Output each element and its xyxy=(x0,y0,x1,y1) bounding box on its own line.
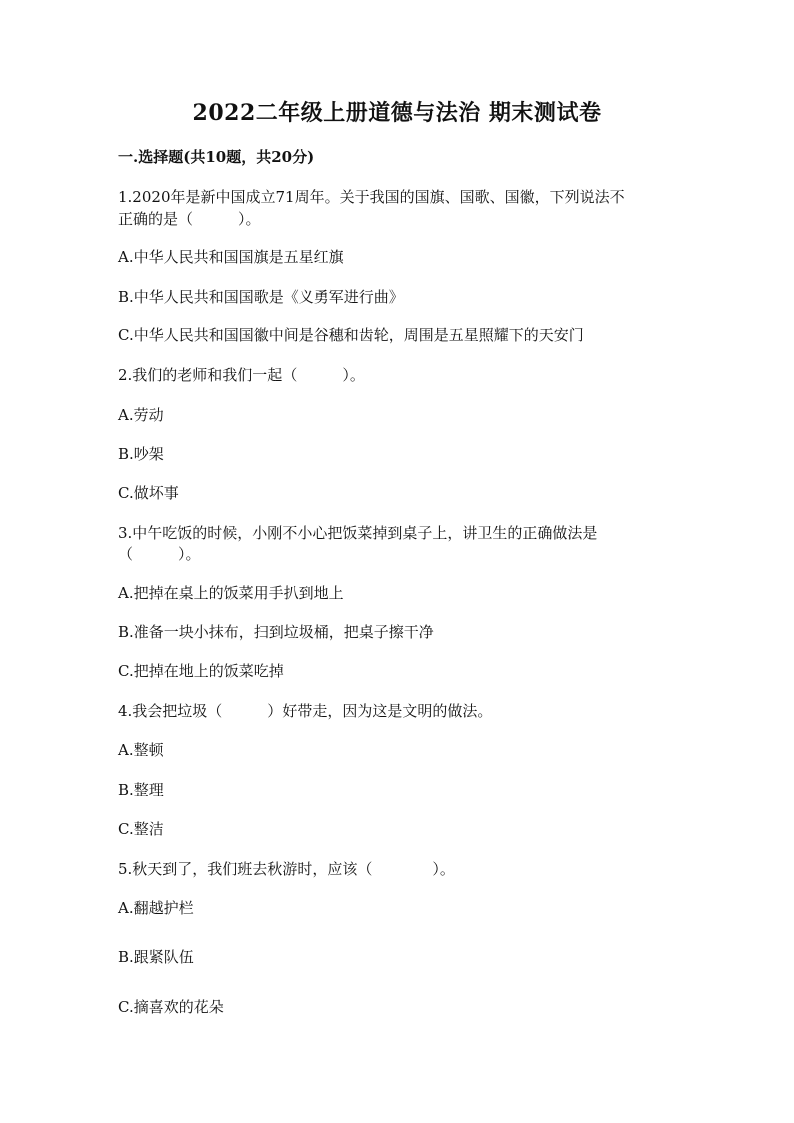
question-3-option-c: C.把掉在地上的饭菜吃掉 xyxy=(118,662,284,680)
question-5-option-a: A.翻越护栏 xyxy=(118,899,194,917)
question-2-option-c: C.做坏事 xyxy=(118,484,179,502)
question-4-option-b: B.整理 xyxy=(118,781,164,799)
question-1-stem: 1.2020年是新中国成立71周年。关于我国的国旗、国歌、国徽，下列说法不 xyxy=(118,188,625,206)
question-1-option-a: A.中华人民共和国国旗是五星红旗 xyxy=(118,248,344,266)
question-2-stem: 2.我们的老师和我们一起（ ）。 xyxy=(118,366,365,384)
page-title: 2022二年级上册道德与法治 期末测试卷 xyxy=(192,100,602,126)
question-2-option-b: B.吵架 xyxy=(118,445,164,463)
section-heading: 一.选择题(共10题，共20分) xyxy=(118,148,315,166)
question-3-option-a: A.把掉在桌上的饭菜用手扒到地上 xyxy=(118,584,344,602)
question-3-stem-continued: （ ）。 xyxy=(118,545,201,563)
question-1-option-b: B.中华人民共和国国歌是《义勇军进行曲》 xyxy=(118,288,404,306)
question-3-option-b: B.准备一块小抹布，扫到垃圾桶，把桌子擦干净 xyxy=(118,623,434,641)
question-4-stem: 4.我会把垃圾（ ）好带走，因为这是文明的做法。 xyxy=(118,702,493,720)
question-4-option-c: C.整洁 xyxy=(118,820,164,838)
question-2-option-a: A.劳动 xyxy=(118,406,164,424)
question-4-option-a: A.整顿 xyxy=(118,741,164,759)
question-5-option-b: B.跟紧队伍 xyxy=(118,948,194,966)
question-5-option-c: C.摘喜欢的花朵 xyxy=(118,998,224,1016)
question-5-stem: 5.秋天到了，我们班去秋游时，应该（ ）。 xyxy=(118,860,455,878)
question-3-stem: 3.中午吃饭的时候，小刚不小心把饭菜掉到桌子上，讲卫生的正确做法是 xyxy=(118,524,598,542)
question-1-option-c: C.中华人民共和国国徽中间是谷穗和齿轮，周围是五星照耀下的天安门 xyxy=(118,326,584,344)
question-1-stem-continued: 正确的是（ ）。 xyxy=(118,210,261,228)
